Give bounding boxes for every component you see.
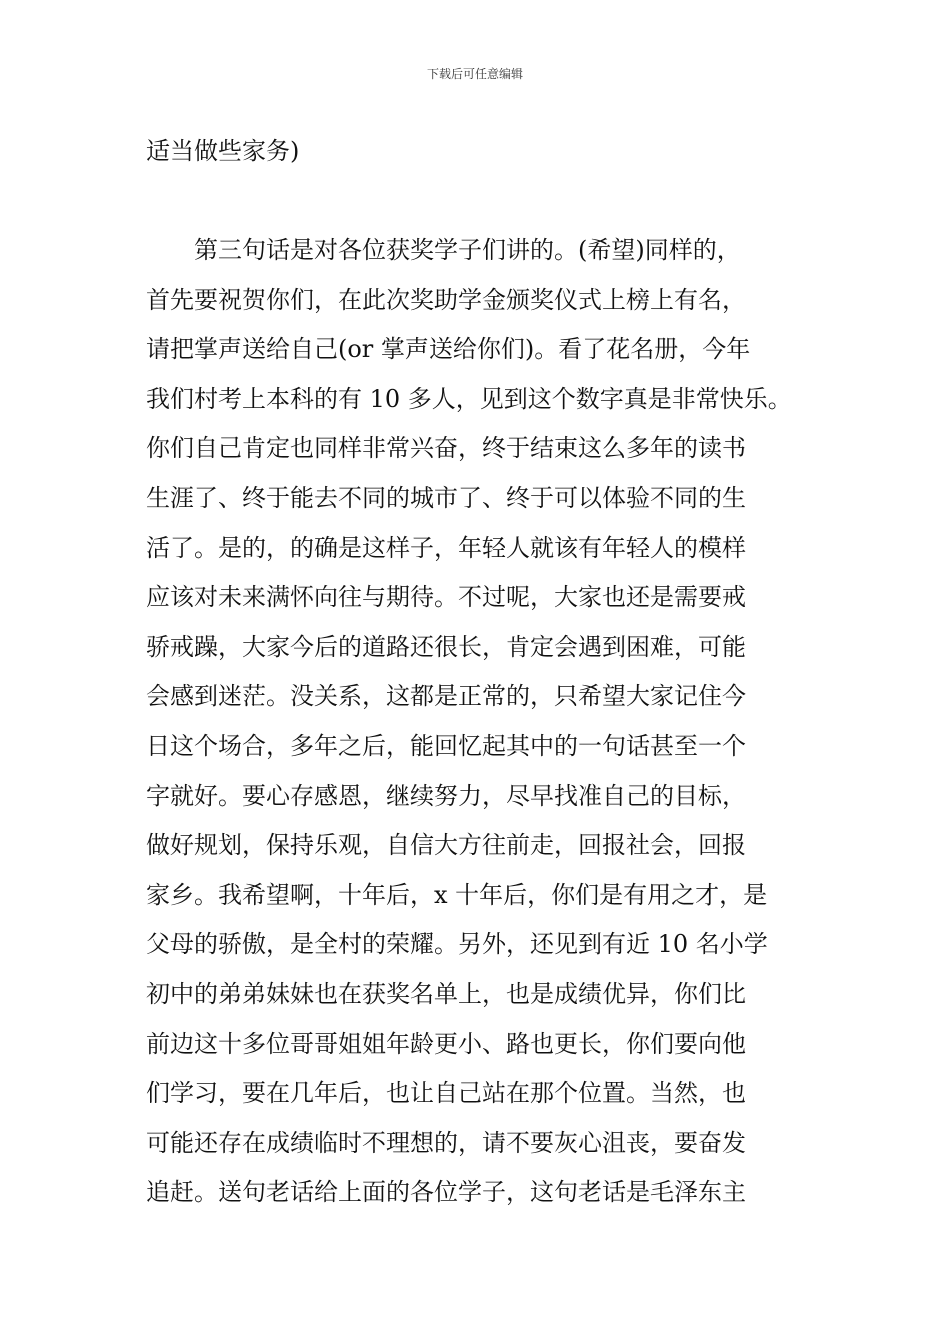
paragraph-line: 首先要祝贺你们，在此次奖助学金颁奖仪式上榜上有名， [146, 285, 746, 314]
paragraph-line: 第三句话是对各位获奖学子们讲的。(希望)同样的， [146, 236, 741, 264]
paragraph-line: 字就好。要心存感恩，继续努力，尽早找准自己的目标， [146, 781, 746, 810]
paragraph-line: 应该对未来满怀向往与期待。不过呢，大家也还是需要戒 [146, 583, 746, 612]
paragraph-line: 日这个场合，多年之后，能回忆起其中的一句话甚至一个 [146, 731, 746, 760]
paragraph-line: 你们自己肯定也同样非常兴奋，终于结束这么多年的读书 [146, 434, 746, 463]
paragraph-line: 可能还存在成绩临时不理想的，请不要灰心沮丧，要奋发 [146, 1128, 746, 1157]
paragraph-line: 会感到迷茫。没关系，这都是正常的，只希望大家记住今 [146, 682, 746, 711]
paragraph-line: 追赶。送句老话给上面的各位学子，这句老话是毛泽东主 [146, 1178, 746, 1207]
paragraph-line: 初中的弟弟妹妹也在获奖名单上，也是成绩优异，你们比 [146, 979, 746, 1008]
paragraph-line: 请把掌声送给自己(or 掌声送给你们)。看了花名册，今年 [146, 335, 751, 364]
paragraph-line: 做好规划，保持乐观，自信大方往前走，回报社会，回报 [146, 831, 746, 860]
continued-text-line: 适当做些家务) [146, 137, 300, 165]
paragraph-line: 骄戒躁，大家今后的道路还很长，肯定会遇到困难，可能 [146, 632, 746, 661]
paragraph-line: 家乡。我希望啊，十年后，x 十年后，你们是有用之才，是 [146, 880, 768, 909]
body-paragraph [146, 226, 826, 1218]
paragraph-line: 前边这十多位哥哥姐姐年龄更小、路也更长，你们要向他 [146, 1029, 746, 1058]
paragraph-line: 活了。是的，的确是这样子，年轻人就该有年轻人的模样 [146, 533, 746, 562]
paragraph-line: 生涯了、终于能去不同的城市了、终于可以体验不同的生 [146, 483, 746, 512]
paragraph-line: 我们村考上本科的有 10 多人，见到这个数字真是非常快乐。 [146, 384, 792, 413]
paragraph-line: 父母的骄傲，是全村的荣耀。另外，还见到有近 10 名小学 [146, 930, 768, 959]
page-header-note: 下载后可任意编辑 [426, 67, 523, 81]
paragraph-line: 们学习，要在几年后，也让自己站在那个位置。当然，也 [146, 1079, 746, 1108]
